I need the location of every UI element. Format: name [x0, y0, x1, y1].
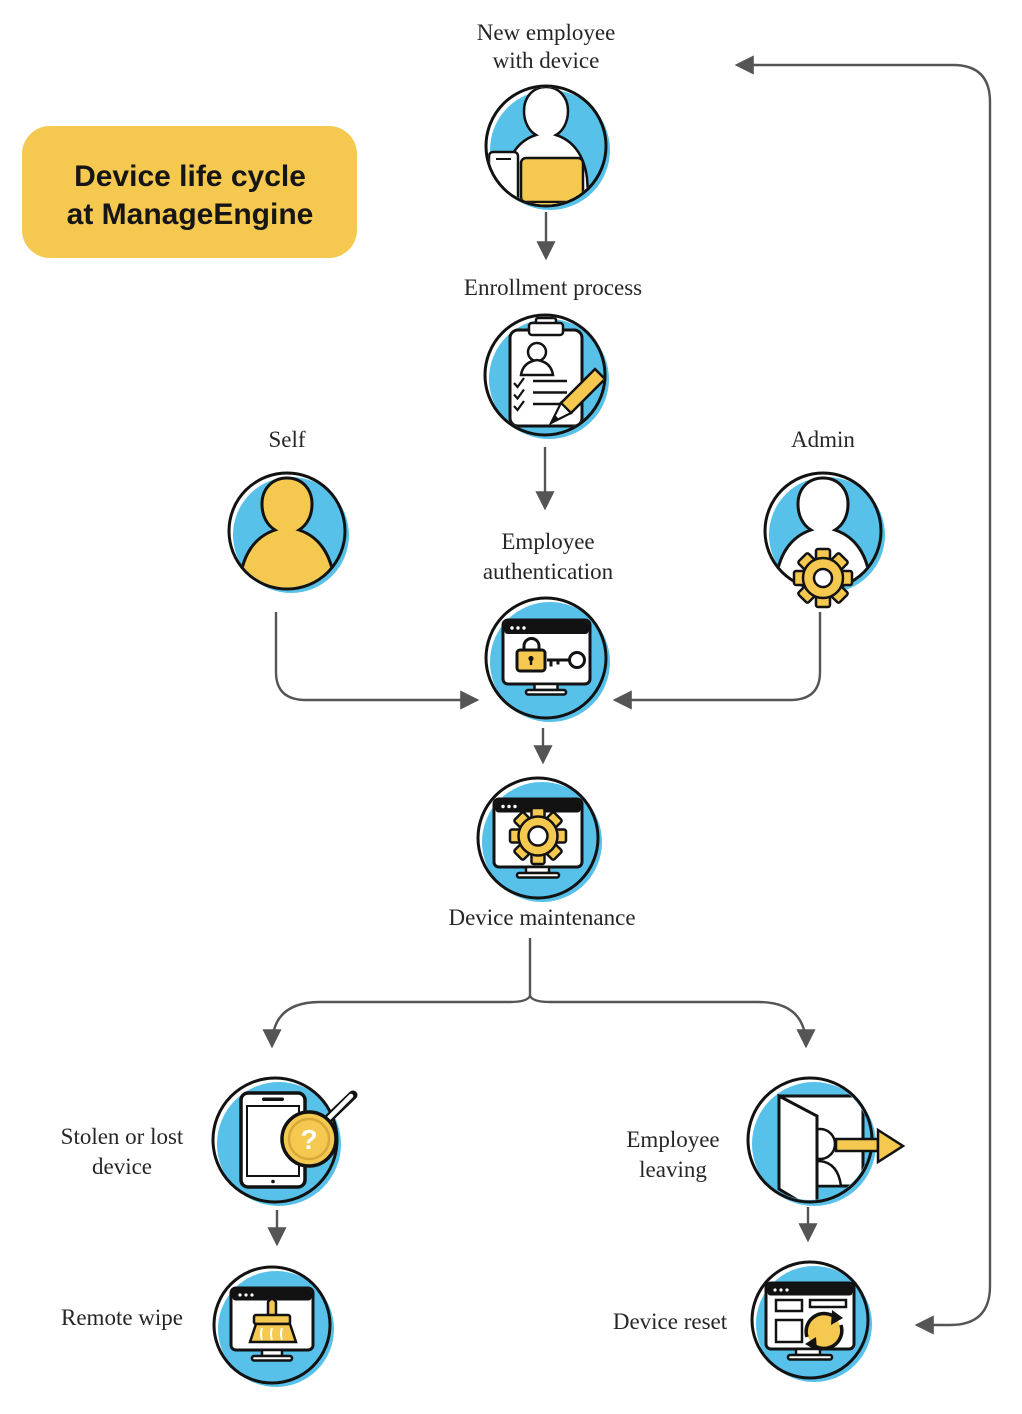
- node-new-employee: [477, 20, 616, 210]
- node-employee-leaving: [626, 1078, 903, 1212]
- clipboard-checklist-pencil-icon: [485, 315, 609, 439]
- browser-broom-icon: [214, 1267, 334, 1387]
- question-mark-glyph: ?: [300, 1124, 318, 1155]
- node-maintenance: [448, 778, 635, 930]
- authentication-label-line-1: Employee: [501, 529, 595, 554]
- gear-icon: [794, 549, 852, 607]
- admin-label: Admin: [791, 427, 855, 452]
- browser-lock-and-key-icon: [486, 598, 610, 722]
- title-card: [22, 126, 357, 258]
- node-admin: [765, 427, 885, 607]
- remote-wipe-label: Remote wipe: [61, 1305, 183, 1330]
- stolen-device-label-line-2: device: [91, 1154, 153, 1179]
- edge-self-to-authentication: [276, 612, 477, 700]
- door-exit-arrow-icon: [748, 1078, 903, 1212]
- node-authentication: [483, 529, 614, 722]
- browser-gear-icon: [478, 778, 602, 902]
- employee-leaving-label-line-1: Employee: [626, 1127, 720, 1152]
- node-stolen-device: [61, 1078, 353, 1206]
- node-device-reset: [613, 1262, 872, 1382]
- edge-maintenance-to-stolen-device: [272, 996, 530, 1046]
- enrollment-label: Enrollment process: [463, 275, 643, 300]
- authentication-label-line-2: authentication: [482, 559, 614, 584]
- node-self: [229, 427, 349, 593]
- person-with-laptop-and-phone-icon: [486, 86, 610, 210]
- employee-leaving-label-line-2: leaving: [639, 1157, 707, 1182]
- edge-maintenance-to-employee-leaving: [530, 996, 806, 1046]
- new-employee-label-line-2: with device: [492, 48, 600, 73]
- new-employee-label-line-1: New employee: [476, 20, 616, 45]
- title-line-1: Device life cycle: [74, 160, 306, 193]
- tablet-magnifier-icon: [213, 1078, 353, 1206]
- title-line-2: at ManageEngine: [66, 198, 314, 231]
- browser-refresh-icon: [752, 1262, 872, 1382]
- person-silhouette-icon: [229, 473, 349, 593]
- maintenance-label: Device maintenance: [448, 905, 636, 930]
- stolen-device-label-line-1: Stolen or lost: [60, 1124, 184, 1149]
- edge-admin-to-authentication: [615, 612, 820, 700]
- device-reset-label: Device reset: [612, 1309, 728, 1334]
- node-remote-wipe: [61, 1267, 334, 1387]
- self-label: Self: [268, 427, 306, 452]
- node-enrollment: [464, 275, 642, 439]
- gear-icon: [510, 808, 566, 864]
- person-with-gear-icon: [765, 473, 885, 607]
